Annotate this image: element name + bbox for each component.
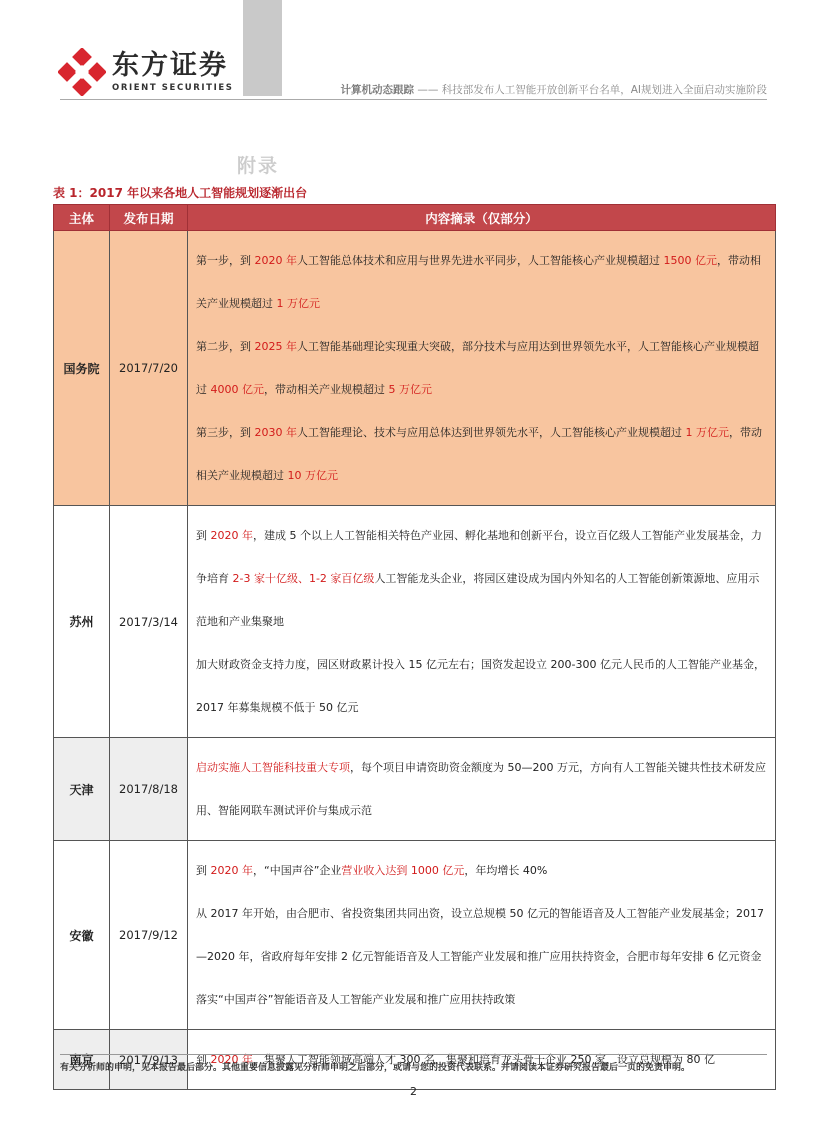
highlight-text: 1500 亿元: [663, 254, 717, 267]
content-text: 人工智能理论、技术与应用总体达到世界领先水平，人工智能核心产业规模超过: [297, 426, 686, 439]
report-type: 计算机动态跟踪: [340, 84, 415, 96]
row-content: [188, 738, 776, 841]
content-text: ，带动相关产业规模超过: [196, 426, 762, 482]
highlight-text: 4000 亿元: [210, 383, 264, 396]
row-subject: 苏州: [54, 506, 110, 738]
content-text: ，带动相关产业规模超过: [264, 383, 389, 396]
page-number: 2: [410, 1085, 417, 1098]
table-row: [54, 231, 776, 506]
row-subject: 国务院: [54, 231, 110, 506]
content-paragraph: [196, 643, 769, 729]
highlight-text: 启动实施人工智能科技重大专项: [196, 761, 350, 774]
footer-divider: [60, 1054, 767, 1055]
table-caption: 表 1：2017 年以来各地人工智能规划逐渐出台: [53, 186, 308, 200]
highlight-text: 2025 年: [254, 340, 297, 353]
content-text: ，“中国声谷”企业: [253, 864, 342, 877]
highlight-text: 5 万亿元: [388, 383, 432, 396]
logo-english-name: ORIENT SECURITIES: [112, 82, 234, 93]
content-text: 到: [196, 529, 211, 542]
content-text: ，每个项目申请资助资金额度为 50—200 万元，方向有人工智能关键共性技术研发应用、智能网联车测试评价与集成示范: [196, 761, 766, 817]
content-text: 从 2017 年开始，由合肥市、省投资集团共同出资，设立总规模 50 亿元的智能语音及人工智能产业发展基金；2017—2020 年，省政府每年安排 2 亿元智能语音及人工智能产业发展和推广应用扶持资金，合肥市每年安排 6 亿元资金落实“中国声谷”智能语音及人工智能产业发展和推广应用扶持政策: [196, 907, 764, 1006]
content-text: 人工智能龙头企业，将园区建设成为国内外知名的人工智能创新策源地、应用示范地和产业集聚地: [196, 572, 760, 628]
header-date: 发布日期: [110, 205, 188, 231]
row-subject: 安徽: [54, 841, 110, 1030]
row-subject: 天津: [54, 738, 110, 841]
content-paragraph: [196, 411, 769, 497]
ai-policy-table: [53, 204, 776, 1090]
content-text: 第三步，到: [196, 426, 255, 439]
logo-chinese-name: 东方证券: [112, 49, 228, 81]
highlight-text: 1 万亿元: [685, 426, 729, 439]
content-text: 加大财政资金支持力度，园区财政累计投入 15 亿元左右；国资发起设立 200-300 亿元人民币的人工智能产业基金，2017 年募集规模不低于 50 亿元: [196, 658, 765, 714]
row-content: [188, 231, 776, 506]
content-paragraph: [196, 892, 769, 1021]
footer-disclaimer: 有关分析师的申明，见本报告最后部分。其他重要信息披露见分析师申明之后部分，或请与您的投资代表联系。并请阅读本证券研究报告最后一页的免责申明。: [60, 1063, 691, 1073]
header-gray-tab: [243, 0, 282, 96]
highlight-text: 2-3 家十亿级、1-2 家百亿级: [232, 572, 375, 585]
content-text: ，建成 5 个以上人工智能相关特色产业园、孵化基地和创新平台，设立百亿级人工智能产业发展基金，力争培育: [196, 529, 762, 585]
highlight-text: 营业收入达到 1000 亿元: [341, 864, 465, 877]
content-text: ，集聚人工智能领域高端人才 300 名，集聚和培育龙头骨干企业 250 家，设立总规模为 80 亿: [253, 1053, 715, 1066]
highlight-text: 2030 年: [254, 426, 297, 439]
table-row: [54, 506, 776, 738]
highlight-text: 2020 年: [210, 529, 253, 542]
row-content: [188, 506, 776, 738]
header-subject: 主体: [54, 205, 110, 231]
table-header-row: [54, 205, 776, 231]
report-subtitle: —— 科技部发布人工智能开放创新平台名单，AI规划进入全面启动实施阶段: [414, 84, 767, 96]
row-date: 2017/7/20: [110, 231, 188, 506]
orient-securities-logo-icon: [58, 48, 106, 96]
row-subject: 南京: [54, 1030, 110, 1090]
row-date: 2017/9/12: [110, 841, 188, 1030]
content-text: 到: [196, 1053, 211, 1066]
content-text: 人工智能总体技术和应用与世界先进水平同步，人工智能核心产业规模超过: [297, 254, 664, 267]
table-row: [54, 738, 776, 841]
row-date: 2017/3/14: [110, 506, 188, 738]
highlight-text: 1 万亿元: [276, 297, 320, 310]
content-text: ，带动相关产业规模超过: [196, 254, 761, 310]
content-paragraph: [196, 849, 769, 892]
highlight-text: 2020 年: [210, 1053, 253, 1066]
row-date: 2017/9/13: [110, 1030, 188, 1090]
header-divider: [60, 99, 767, 100]
content-text: 人工智能基础理论实现重大突破，部分技术与应用达到世界领先水平，人工智能核心产业规模超过: [196, 340, 759, 396]
content-text: ，年均增长 40%: [464, 864, 548, 877]
row-date: 2017/8/18: [110, 738, 188, 841]
content-paragraph: [196, 239, 769, 325]
header-content: 内容摘录（仅部分）: [188, 205, 776, 231]
highlight-text: 10 万亿元: [287, 469, 338, 482]
table-row: [54, 841, 776, 1030]
company-logo: [58, 48, 233, 96]
content-text: 到: [196, 864, 211, 877]
content-paragraph: [196, 746, 769, 832]
section-title: 附录: [237, 155, 280, 177]
content-text: 第二步，到: [196, 340, 255, 353]
content-text: 第一步，到: [196, 254, 255, 267]
content-paragraph: [196, 514, 769, 643]
content-paragraph: [196, 325, 769, 411]
row-content: [188, 841, 776, 1030]
report-header-title: [341, 82, 767, 97]
highlight-text: 2020 年: [210, 864, 253, 877]
highlight-text: 2020 年: [254, 254, 297, 267]
